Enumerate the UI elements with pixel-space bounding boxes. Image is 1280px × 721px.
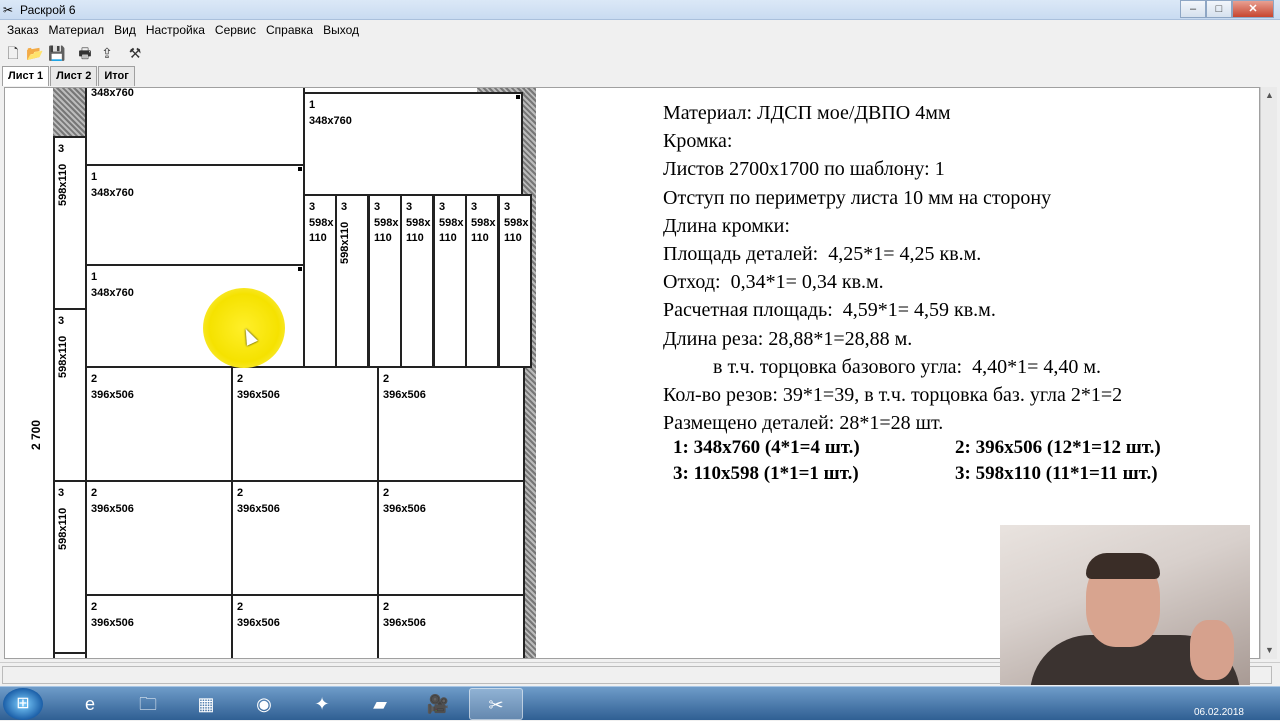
- menu-help[interactable]: Справка: [266, 23, 314, 37]
- sheet-part[interactable]: 2 396x506: [231, 366, 379, 482]
- raskroy-app-icon[interactable]: ✂: [469, 688, 523, 720]
- app-icon: ✂: [3, 3, 14, 17]
- title-bar: [0, 0, 1280, 20]
- sheet-dimension-label: 2 700: [29, 419, 43, 450]
- info-trim: в т.ч. торцовка базового угла: 4,40*1= 4,40 м.: [663, 355, 1102, 378]
- webcam-overlay: [1000, 525, 1250, 685]
- sheet-part[interactable]: 2 396x506: [377, 366, 525, 482]
- open-folder-icon[interactable]: 📂: [26, 45, 44, 61]
- summary-item: 3: 598x110 (11*1=11 шт.): [955, 463, 1158, 484]
- sheet-part[interactable]: 2 396x506: [85, 594, 233, 659]
- info-edge-length: Длина кромки:: [663, 214, 790, 237]
- info-material: Материал: ЛДСП мое/ДВПО 4мм: [663, 102, 951, 124]
- sheet-tabs: [0, 66, 136, 86]
- browser-icon[interactable]: e: [84, 693, 95, 714]
- tab-sheet-2[interactable]: Лист 2: [50, 66, 97, 86]
- sheet-part[interactable]: 3 598x 110: [498, 194, 532, 368]
- maximize-button[interactable]: □: [1206, 0, 1232, 18]
- sheet-part[interactable]: 2 396x506: [85, 366, 233, 482]
- clock: 06.02.2018: [1193, 707, 1244, 718]
- close-button[interactable]: ✕: [1232, 0, 1274, 18]
- summary-item: 1: 348x760 (4*1=4 шт.): [673, 437, 860, 458]
- sheet-part[interactable]: 3 598x 110: [368, 194, 402, 368]
- start-button[interactable]: ⊞: [3, 688, 43, 720]
- sheet-part[interactable]: 1 348x760: [85, 164, 305, 266]
- menu-view[interactable]: Вид: [114, 23, 136, 37]
- sheet-part[interactable]: 1 348x760: [303, 92, 523, 196]
- info-waste: Отход: 0,34*1= 0,34 кв.м.: [663, 271, 884, 294]
- sheet-part[interactable]: 3 598x 110: [303, 194, 337, 368]
- menu-settings[interactable]: Настройка: [145, 23, 205, 37]
- export-icon[interactable]: ⇪: [101, 45, 113, 61]
- info-edge: Кромка:: [663, 130, 733, 153]
- info-cuts: Кол-во резов: 39*1=39, в т.ч. торцовка баз. угла 2*1=2: [663, 384, 1123, 407]
- new-file-icon[interactable]: 🗋: [7, 45, 19, 61]
- sheet-part[interactable]: 3 598x110: [53, 308, 87, 482]
- record-icon[interactable]: ◉: [256, 693, 272, 714]
- info-cut-length: Длина реза: 28,88*1=28,88 м.: [663, 327, 913, 350]
- waste-area: [53, 88, 85, 136]
- vertical-scrollbar[interactable]: [1260, 87, 1277, 659]
- file-explorer-icon[interactable]: 🗀: [139, 693, 157, 714]
- sheet-part[interactable]: 348x760: [85, 87, 305, 166]
- sheet-part[interactable]: [53, 652, 87, 659]
- info-placed: Размещено деталей: 28*1=28 шт.: [663, 412, 944, 435]
- menu-exit[interactable]: Выход: [323, 23, 359, 37]
- tab-total[interactable]: Итог: [98, 66, 134, 86]
- print-icon[interactable]: 🖶: [78, 45, 92, 61]
- sheet-part[interactable]: 2 396x506: [231, 480, 379, 596]
- app-icon-1[interactable]: ✦: [314, 693, 330, 714]
- parts-summary: [673, 435, 1161, 487]
- summary-item: 3: 110x598 (1*1=1 шт.): [673, 463, 859, 484]
- window-title: Раскрой 6: [20, 3, 76, 17]
- sheet-part[interactable]: 2 396x506: [85, 480, 233, 596]
- scroll-up-icon[interactable]: ▲: [1265, 90, 1274, 100]
- taskbar: [0, 686, 1280, 720]
- save-icon[interactable]: 💾: [48, 45, 66, 61]
- info-calc-area: Расчетная площадь: 4,59*1= 4,59 кв.м.: [663, 299, 996, 322]
- info-parts-area: Площадь деталей: 4,25*1= 4,25 кв.м.: [663, 243, 982, 266]
- summary-item: 2: 396x506 (12*1=12 шт.): [955, 437, 1161, 458]
- sheet-part[interactable]: 2 396x506: [377, 594, 525, 659]
- sheet-part[interactable]: 3 598x110: [53, 480, 87, 654]
- scroll-down-icon[interactable]: ▼: [1265, 645, 1274, 655]
- calculator-icon[interactable]: ▦: [197, 693, 215, 714]
- sheet-part[interactable]: 2 396x506: [377, 480, 525, 596]
- sheet-part[interactable]: 3 598x110: [335, 194, 369, 368]
- sheet-part[interactable]: 3 598x 110: [433, 194, 467, 368]
- sheet-part[interactable]: 1 348x760: [85, 264, 305, 368]
- menu-bar: [0, 20, 1280, 40]
- app-icon-2[interactable]: ▰: [373, 693, 387, 714]
- tools-icon[interactable]: ⚒: [128, 45, 142, 61]
- toolbar: [0, 41, 1280, 65]
- sheet-part[interactable]: 3 598x 110: [465, 194, 499, 368]
- info-offset: Отступ по периметру листа 10 мм на сторону: [663, 186, 1052, 209]
- tab-sheet-1[interactable]: Лист 1: [2, 66, 49, 86]
- info-sheets: Листов 2700x1700 по шаблону: 1: [663, 158, 945, 181]
- camera-icon[interactable]: 🎥: [426, 693, 450, 714]
- menu-service[interactable]: Сервис: [214, 23, 257, 37]
- sheet-part[interactable]: 3 598x 110: [400, 194, 434, 368]
- cutting-info: [663, 99, 1122, 437]
- sheet-part[interactable]: 3 598x110: [53, 136, 87, 310]
- menu-material[interactable]: Материал: [48, 23, 105, 37]
- sheet-part[interactable]: 2 396x506: [231, 594, 379, 659]
- menu-order[interactable]: Заказ: [7, 23, 39, 37]
- cursor-highlight: [203, 288, 285, 368]
- minimize-button[interactable]: –: [1180, 0, 1206, 18]
